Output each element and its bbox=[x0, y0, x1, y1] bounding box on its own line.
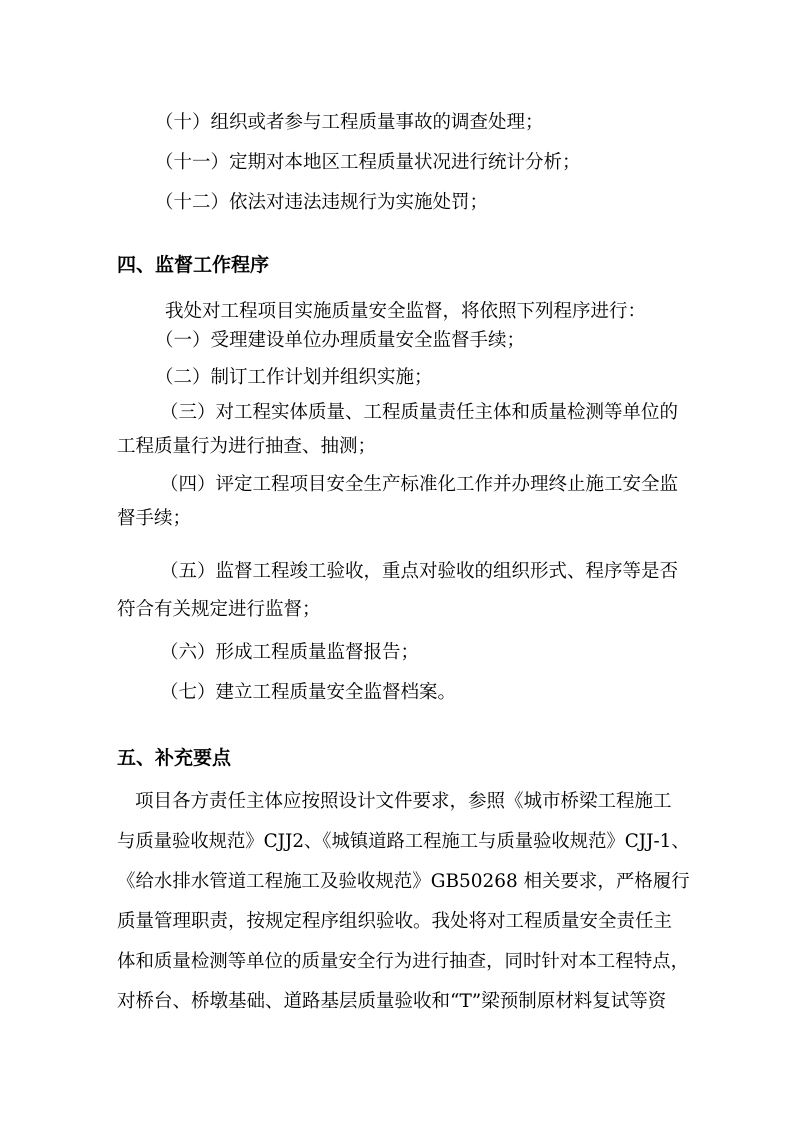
list-item-10: （十）组织或者参与工程质量事故的调查处理； bbox=[155, 112, 544, 133]
supplement-line-1: 项目各方责任主体应按照设计文件要求，参照《城市桥梁工程施工 bbox=[135, 791, 672, 812]
procedure-item-4-cont: 督手续； bbox=[117, 508, 192, 529]
procedure-item-1: （一）受理建设单位办理质量安全监督手续； bbox=[155, 330, 526, 351]
procedure-item-5: （五）监督工程竣工验收，重点对验收的组织形式、程序等是否 bbox=[160, 561, 679, 582]
supplement-line-3: 《给水排水管道工程施工及验收规范》GB50268 相关要求，严格履行 bbox=[117, 871, 690, 892]
supplement-line-2: 与质量验收规范》CJJ2、《城镇道路工程施工与质量验收规范》CJJ-1、 bbox=[117, 831, 690, 852]
procedure-item-5-cont: 符合有关规定进行监督； bbox=[117, 599, 321, 620]
procedure-item-6: （六）形成工程质量监督报告； bbox=[160, 642, 420, 663]
procedure-item-3: （三）对工程实体质量、工程质量责任主体和质量检测等单位的 bbox=[160, 402, 679, 423]
procedure-item-4: （四）评定工程项目安全生产标准化工作并办理终止施工安全监 bbox=[160, 474, 679, 495]
list-item-11: （十一）定期对本地区工程质量状况进行统计分析； bbox=[155, 152, 581, 173]
procedure-item-3-cont: 工程质量行为进行抽查、抽测； bbox=[117, 436, 377, 457]
supplement-line-6: 对桥台、桥墩基础、道路基层质量验收和“T”梁预制原材料复试等资 bbox=[117, 991, 667, 1012]
section-heading-5: 五、补充要点 bbox=[117, 747, 232, 769]
supplement-line-5: 体和质量检测等单位的质量安全行为进行抽查，同时针对本工程特点， bbox=[117, 951, 690, 972]
section4-intro: 我处对工程项目实施质量安全监督，将依照下列程序进行： bbox=[165, 301, 647, 322]
section-heading-4: 四、监督工作程序 bbox=[117, 254, 270, 276]
procedure-item-2: （二）制订工作计划并组织实施； bbox=[155, 367, 433, 388]
list-item-12: （十二）依法对违法违规行为实施处罚； bbox=[155, 192, 489, 213]
supplement-line-4: 质量管理职责，按规定程序组织验收。我处将对工程质量安全责任主 bbox=[117, 911, 673, 932]
procedure-item-7: （七）建立工程质量安全监督档案。 bbox=[160, 682, 457, 703]
